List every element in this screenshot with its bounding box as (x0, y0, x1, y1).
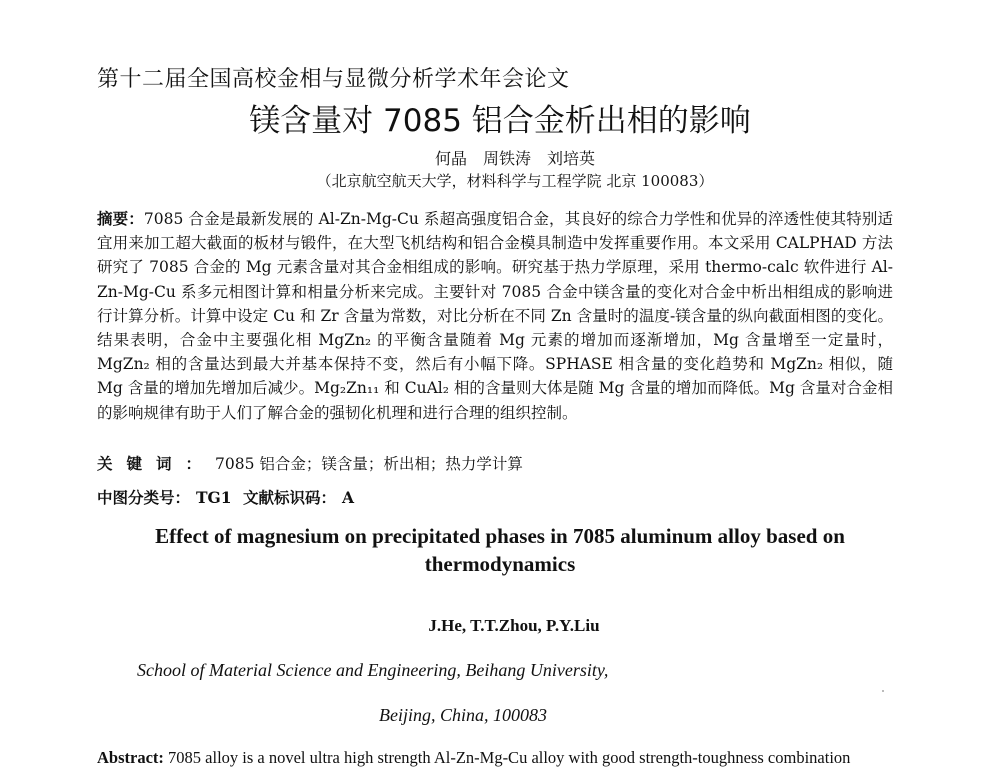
keywords-cn (97, 452, 523, 474)
doc-code-label: 文献标识码： (242, 488, 336, 507)
abstract-en-label: Abstract: (97, 748, 164, 767)
abstract-en-text: 7085 alloy is a novel ultra high strength Al-Zn-Mg-Cu alloy with good strength-toughness combination (168, 748, 851, 767)
classification-line (97, 486, 360, 508)
affiliation-en-line2: Beijing, China, 100083 (379, 705, 547, 725)
abstract-cn-text: 7085 合金是最新发展的 Al-Zn-Mg-Cu 系超高强度铝合金，其良好的综合力学性和优异的淬透性使其特别适宜用来加工超大截面的板材与锻件，在大型飞机结构和铝合金模具制造中发挥重要作用。本文采用 CALPHAD 方法研究了 7085 合金的 Mg 元素含量对其合金相组成的影响。研究基于热力学原理，采用 thermo-calc 软件进行 Al-Zn-Mg-Cu 系多元相图计算和相量分析来完成。主要针对 7085 合金中镁含量的变化对合金中析出相组成的影响进行计算分析。计算中设定 Cu 和 Zr 含量为常数，对比分析在不同 Zn 含量时的温度-镁含量的纵向截面相图的变化。结果表明，合金中主要强化相 MgZn₂ 的平衡含量随着 Mg 元素的增加而逐渐增加，Mg 含量增至一定量时， MgZn₂ 相的含量达到最大并基本保持不变，然后有小幅下降。SPHASE 相含量的变化趋势和 MgZn₂ 相似，随 Mg 含量的增加先增加后减少。Mg₂Zn₁₁ 和 CuAl₂ 相的含量则大体是随 Mg 含量的增加而降低。Mg 含量对合金相的影响规律有助于人们了解合金的强韧化机理和进行合理的组织控制。 (97, 210, 893, 422)
paper-title-en: Effect of magnesium on precipitated phases in 7085 aluminum alloy based on thermodynamics (155, 524, 845, 576)
scan-speck (882, 690, 884, 692)
authors-cn: 何晶 周铁涛 刘培英 (434, 149, 595, 168)
abstract-en (97, 748, 897, 768)
keywords-text: 7085 铝合金；镁含量；析出相；热力学计算 (215, 455, 523, 473)
authors-en: J.He, T.T.Zhou, P.Y.Liu (428, 616, 600, 635)
abstract-cn (97, 207, 893, 425)
keywords-label: 关键词： (97, 454, 216, 473)
doc-code-value: A (342, 488, 355, 507)
conference-header: 第十二届全国高校金相与显微分析学术年会论文 (97, 67, 570, 92)
affiliation-cn: （北京航空航天大学，材料科学与工程学院 北京 100083） (316, 172, 714, 190)
clc-value: TG1 (196, 488, 232, 507)
paper-title-cn: 镁含量对 7085 铝合金析出相的影响 (249, 103, 751, 139)
abstract-cn-label: 摘要： (97, 209, 144, 228)
affiliation-en-line1: School of Material Science and Engineering, Beihang University, (137, 660, 609, 680)
clc-label: 中图分类号： (97, 488, 191, 507)
